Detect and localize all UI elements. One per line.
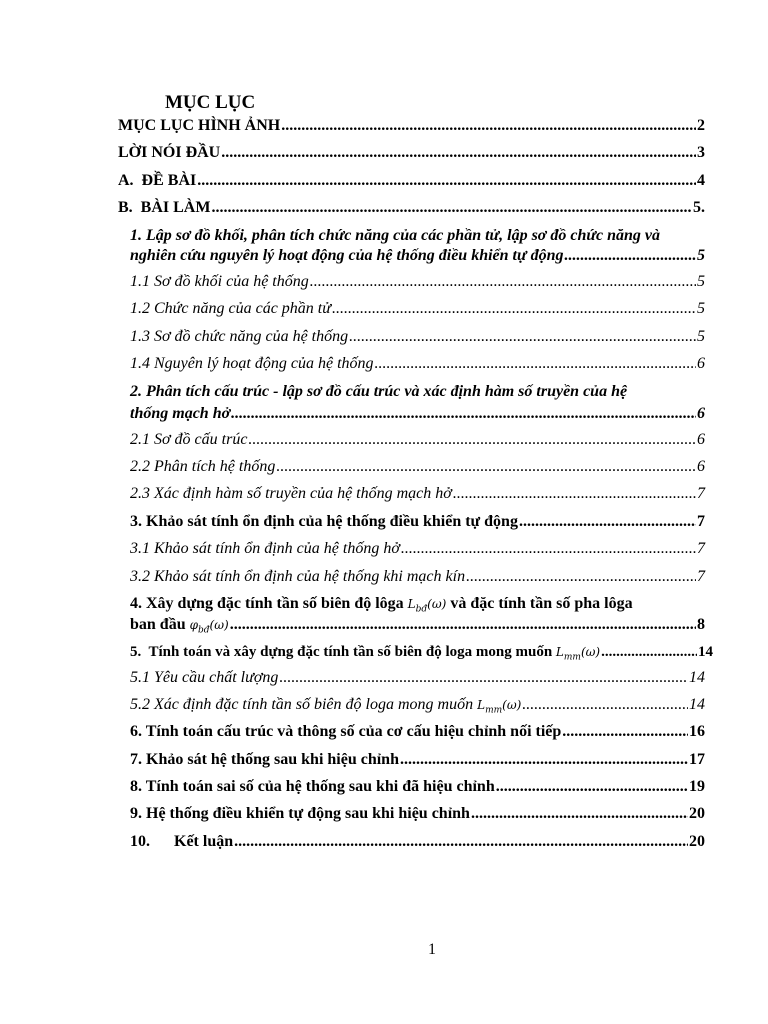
- toc-entry[interactable]: 10. Kết luận ..... 20: [130, 831, 705, 853]
- toc-entry[interactable]: 3. Khảo sát tính ổn định của hệ thống điều khiển tự động ..... 7: [130, 511, 705, 533]
- toc-entry[interactable]: 1.4 Nguyên lý hoạt động của hệ thống ..... 6: [130, 353, 705, 375]
- toc-entry[interactable]: B. BÀI LÀM ..... 5.: [118, 197, 705, 219]
- toc-entry[interactable]: 1.1 Sơ đồ khối của hệ thống ..... 5: [130, 271, 705, 293]
- toc-entry[interactable]: 7. Khảo sát hệ thống sau khi hiệu chỉnh ..... 17: [130, 749, 705, 771]
- math-symbol: $L_{mm}(\omega)$: [555, 645, 601, 663]
- page-number: 1: [428, 941, 436, 958]
- math-symbol: $L_{mm}(\omega)$: [477, 698, 522, 716]
- toc-entry[interactable]: 1.2 Chức năng của các phần tử ..... 5: [130, 298, 705, 320]
- toc-entry[interactable]: 6. Tính toán cấu trúc và thông số của cơ cấu hiệu chỉnh nối tiếp ..... 16: [130, 721, 705, 743]
- toc-entry[interactable]: 3.2 Khảo sát tính ổn định của hệ thống khi mạch kín ..... 7: [130, 566, 705, 588]
- math-symbol: $\varphi_{bđ}(\omega)$: [189, 618, 229, 636]
- toc-title: MỤC LỤC: [165, 92, 256, 113]
- toc-entry[interactable]: A. ĐỀ BÀI ..... 4: [118, 170, 705, 192]
- toc-entry[interactable]: LỜI NÓI ĐẦU ..... 3: [118, 142, 705, 164]
- toc-entry[interactable]: 5.2 Xác định đặc tính tần số biên độ loga mong muốn $L_{mm}(\omega)$ ..... 14: [130, 694, 705, 721]
- toc-entry[interactable]: 9. Hệ thống điều khiển tự động sau khi hiệu chỉnh ..... 20: [130, 803, 705, 825]
- toc-entry[interactable]: nghiên cứu nguyên lý hoạt động của hệ thống điều khiển tự động ..... 5: [130, 245, 705, 267]
- toc-entry[interactable]: 8. Tính toán sai số của hệ thống sau khi đã hiệu chỉnh ..... 19: [130, 776, 705, 798]
- toc-entry-line1[interactable]: 2. Phân tích cấu trúc - lập sơ đồ cấu trúc và xác định hàm số truyền của hệ: [130, 383, 628, 400]
- math-symbol: $L_{bđ}(\omega)$: [407, 597, 447, 615]
- toc-entry[interactable]: thống mạch hở ..... 6: [130, 403, 705, 425]
- toc-entry[interactable]: ban đầu $\varphi_{bđ}(\omega)$ ..... 8: [130, 614, 705, 641]
- toc-entry-line1[interactable]: 4. Xây dựng đặc tính tần số biên độ lôga $L_{bđ}(\omega)$ và đặc tính tần số pha lôga: [130, 595, 633, 615]
- toc-entry[interactable]: 1.3 Sơ đồ chức năng của hệ thống ..... 5: [130, 326, 705, 348]
- toc-entry[interactable]: 5. Tính toán và xây dựng đặc tính tần số biên độ loga mong muốn $L_{mm}(\omega)$ ..... 14: [130, 641, 713, 668]
- toc-entry[interactable]: 2.1 Sơ đồ cấu trúc ..... 6: [130, 429, 705, 451]
- toc-entry[interactable]: 5.1 Yêu cầu chất lượng ..... 14: [130, 667, 705, 689]
- toc-entry[interactable]: 2.2 Phân tích hệ thống ..... 6: [130, 456, 705, 478]
- toc-entry[interactable]: 3.1 Khảo sát tính ổn định của hệ thống hở ..... 7: [130, 538, 705, 560]
- toc-entry-line1[interactable]: 1. Lập sơ đồ khối, phân tích chức năng của các phần tử, lập sơ đồ chức năng và: [130, 227, 660, 244]
- toc-entry[interactable]: 2.3 Xác định hàm số truyền của hệ thống mạch hở ..... 7: [130, 483, 705, 505]
- toc-entry[interactable]: MỤC LỤC HÌNH ẢNH ..... 2: [118, 115, 705, 137]
